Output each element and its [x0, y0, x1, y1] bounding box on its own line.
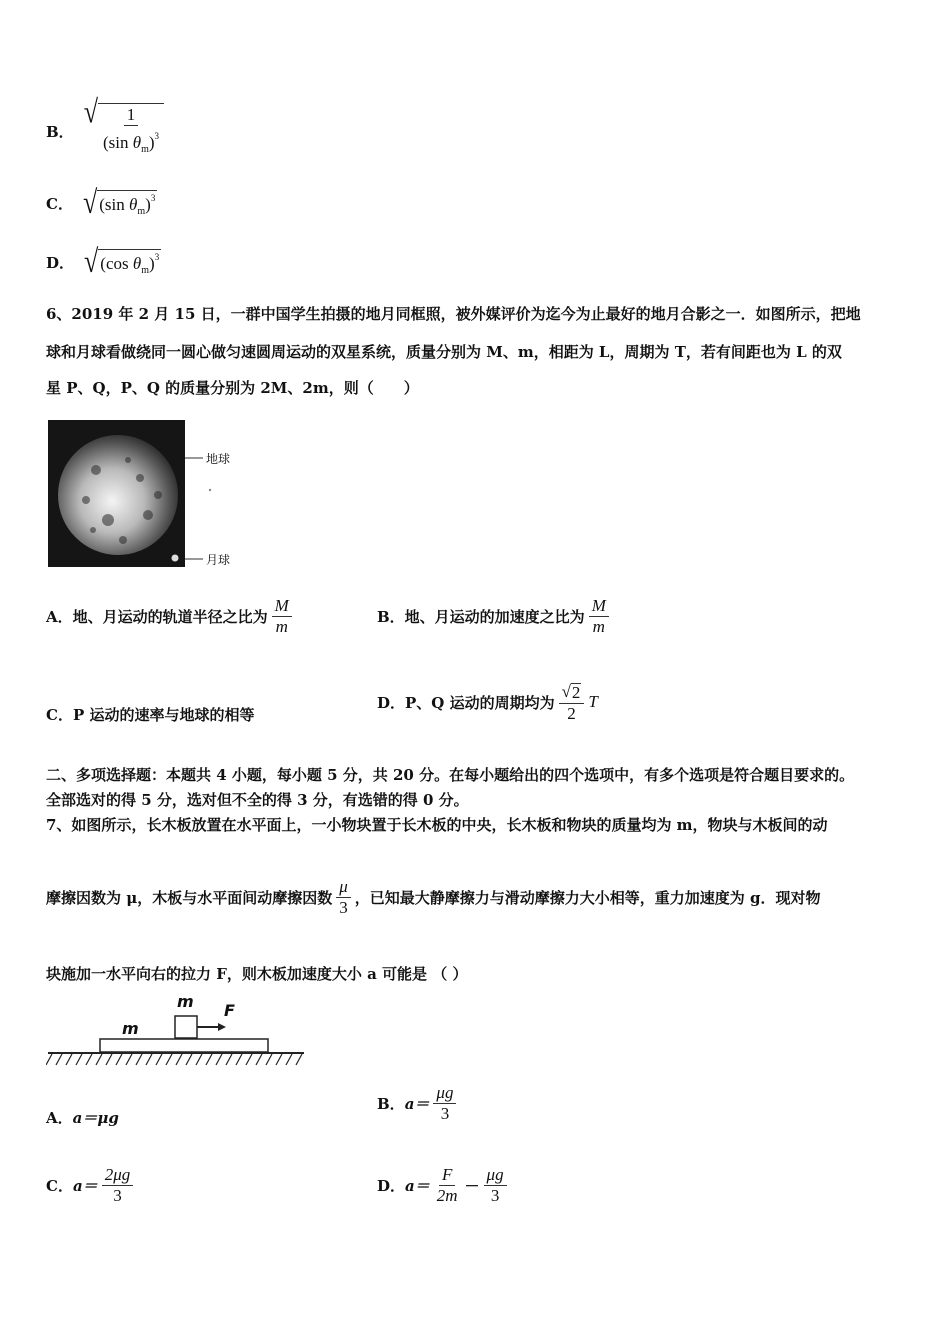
radicand [98, 103, 164, 159]
numerator: M [272, 597, 292, 617]
option-variable: a＝ [72, 1177, 98, 1195]
q6-stem-line-2: 球和月球看做绕同一圆心做匀速圆周运动的双星系统，质量分别为 M、m，相距为 L，周期为 T，若有间距也为 L 的双 [46, 343, 842, 361]
board-mass-label: m [122, 1019, 139, 1038]
numerator [559, 682, 585, 704]
option-label: D． [377, 1177, 406, 1195]
numerator: 2μg [102, 1166, 134, 1186]
fraction [589, 597, 609, 636]
q5-option-b [46, 93, 164, 159]
q5-option-d [46, 243, 161, 280]
numerator: μg [433, 1084, 456, 1104]
option-expression: a＝μg [72, 1109, 119, 1127]
q7-option-a [46, 1107, 119, 1128]
radical-sign: √ [84, 243, 99, 280]
q5-option-c [46, 184, 157, 221]
denominator: 2 [567, 703, 576, 723]
sqrt-expression [83, 93, 164, 159]
q6-option-d [377, 682, 598, 723]
radical-sign: √ [83, 93, 98, 130]
denominator: (sin $\theta_m)^3$ [102, 131, 160, 155]
denominator: 3 [113, 1186, 122, 1205]
long-board [100, 1039, 268, 1052]
sqrt-expression [82, 184, 157, 221]
option-variable: a＝ [404, 1095, 430, 1113]
fraction [484, 1166, 507, 1205]
denominator: m [592, 617, 605, 636]
option-label: C． [46, 195, 73, 213]
label-moon: 月球 [206, 553, 231, 567]
fraction [559, 682, 585, 723]
option-text: D．P、Q 运动的周期均为 [377, 693, 555, 712]
moon-dot [172, 555, 179, 562]
radicand: (sin $\theta_m)^3$ [97, 190, 157, 217]
numerator: μg [484, 1166, 507, 1186]
force-label: F [224, 1001, 235, 1020]
denominator: 3 [339, 898, 348, 917]
board-block-figure [46, 992, 306, 1070]
numerator: F [439, 1166, 455, 1186]
q7-stem-line-1: 7、如图所示，长木板放置在水平面上，一小物块置于长木板的中央，长木板和物块的质量均为 m，物块与木板间的动 [46, 816, 828, 834]
period-variable: T [588, 692, 598, 712]
radical-sign: √ [82, 184, 98, 221]
option-text: A．地、月运动的轨道半径之比为 [46, 608, 268, 626]
option-label: B． [46, 122, 74, 141]
denominator: 2m [436, 1186, 458, 1205]
option-label: B． [377, 1095, 405, 1113]
small-block [175, 1016, 197, 1038]
label-earth: 地球 [206, 452, 231, 466]
fraction [272, 597, 292, 636]
numerator: 1 [124, 106, 139, 126]
section2-line-2: 全部选对的得 5 分，选对但不全的得 3 分，有选错的得 0 分。 [46, 791, 469, 809]
option-label: A． [46, 1109, 73, 1127]
denominator: 3 [490, 1186, 500, 1205]
q7-option-d [377, 1166, 511, 1205]
option-text: B．地、月运动的加速度之比为 [377, 608, 585, 626]
q7-option-c [46, 1166, 137, 1205]
radicand: (cos $\theta_m)^3$ [98, 249, 161, 276]
denominator: 3 [440, 1104, 450, 1123]
board-block-figure-svg [46, 995, 306, 1070]
q6-option-c: C．P 运动的速率与地球的相等 [46, 706, 255, 724]
q7-stem-line-2 [46, 878, 820, 917]
q6-option-a [46, 597, 296, 636]
q7-stem-text-b: ，已知最大静摩擦力与滑动摩擦力大小相等，重力加速度为 g．现对物 [354, 889, 821, 907]
numerator: M [589, 597, 609, 617]
q6-stem-line-1: 6、2019 年 2 月 15 日，一群中国学生拍摄的地月同框照，被外媒评价为迄今为止最好的地月合影之一．如图所示，把地 [46, 305, 861, 323]
denominator: m [275, 617, 288, 636]
q6-option-b [377, 597, 613, 636]
fraction [336, 878, 351, 917]
section2-line-1: 二、多项选择题：本题共 4 小题，每小题 5 分，共 20 分。在每小题给出的四个选项中，有多个选项是符合题目要求的。 [46, 766, 855, 784]
q7-stem-text-a: 摩擦因数为 μ，木板与水平面间动摩擦因数 [46, 889, 333, 907]
sqrt-expression [84, 243, 161, 280]
option-label: D． [46, 254, 75, 272]
fraction [102, 1166, 134, 1205]
fraction [100, 106, 162, 159]
numerator: μ [336, 878, 351, 898]
option-variable: a＝ [405, 1177, 430, 1195]
option-label: C． [46, 1177, 73, 1195]
minus-operator: － [464, 1177, 480, 1195]
sqrt-expression: √ 2 [561, 681, 581, 702]
q7-option-b [377, 1084, 460, 1123]
q6-stem-line-3: 星 P、Q，P、Q 的质量分别为 2M、2m，则（ ） [46, 379, 419, 397]
force-arrow-head [218, 1023, 226, 1031]
earth-moon-photo-svg [48, 420, 243, 570]
fraction [434, 1166, 461, 1205]
fraction [433, 1084, 456, 1123]
earth-moon-photo [48, 420, 243, 570]
block-mass-label: m [177, 992, 194, 1011]
q7-stem-line-3: 块施加一水平向右的拉力 F，则木板加速度大小 a 可能是 （ ） [46, 965, 468, 983]
